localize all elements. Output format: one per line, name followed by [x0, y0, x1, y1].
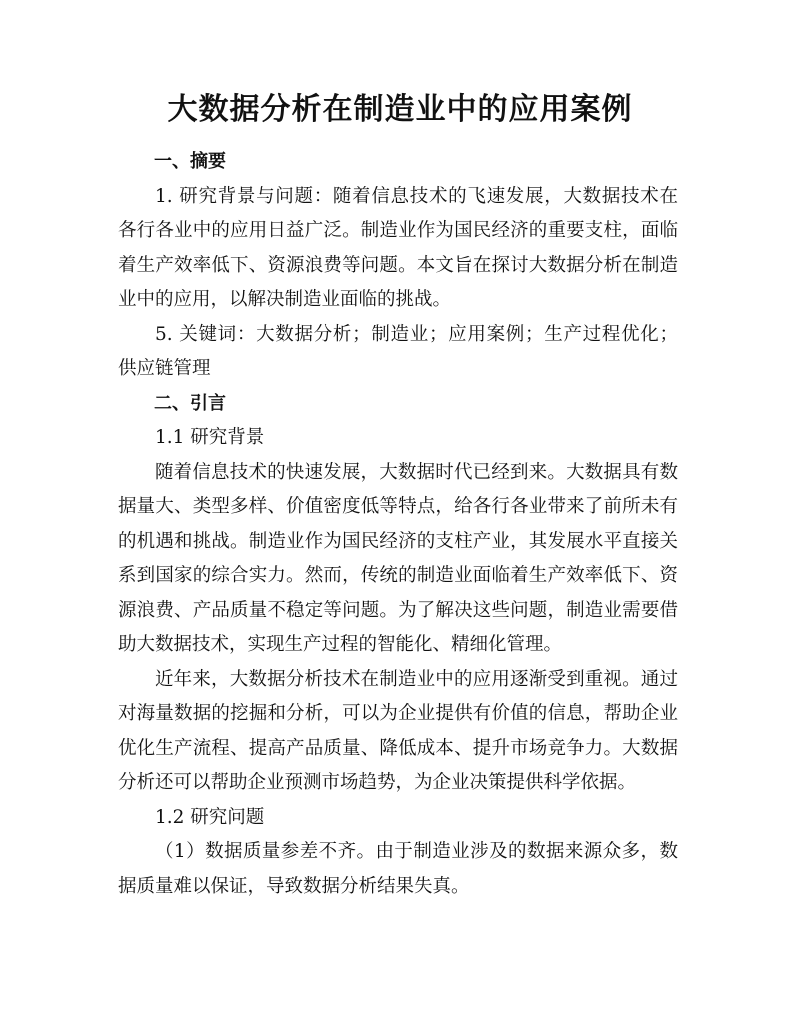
- section-heading-abstract: 一、摘要: [154, 151, 226, 172]
- document-body: [118, 145, 678, 904]
- abstract-paragraph-background: 1. 研究背景与问题：随着信息技术的飞速发展，大数据技术在各行各业中的应用日益广泛。制造业作为国民经济的重要支柱，面临着生产效率低下、资源浪费等问题。本文旨在探讨大数据分析在制造业中的应用，以解决制造业面临的挑战。: [118, 185, 678, 310]
- problem-paragraph-1: （1）数据质量参差不齐。由于制造业涉及的数据来源众多，数据质量难以保证，导致数据分析结果失真。: [118, 841, 678, 897]
- subsection-heading-background: 1.1 研究背景: [155, 427, 265, 448]
- subsection-heading-problems: 1.2 研究问题: [155, 806, 265, 828]
- introduction-paragraph-2: 近年来，大数据分析技术在制造业中的应用逐渐受到重视。通过对海量数据的挖掘和分析，可以为企业提供有价值的信息，帮助企业优化生产流程、提高产品质量、降低成本、提升市场竞争力。大数据分析还可以帮助企业预测市场趋势，为企业决策提供科学依据。: [118, 668, 678, 793]
- abstract-paragraph-keywords: 5. 关键词：大数据分析；制造业；应用案例；生产过程优化；供应链管理: [118, 323, 678, 379]
- section-heading-introduction: 二、引言: [154, 392, 226, 414]
- document-title: 大数据分析在制造业中的应用案例: [167, 92, 633, 127]
- introduction-paragraph-1: 随着信息技术的快速发展，大数据时代已经到来。大数据具有数据量大、类型多样、价值密度低等特点，给各行各业带来了前所未有的机遇和挑战。制造业作为国民经济的支柱产业，其发展水平直接关系到国家的综合实力。然而，传统的制造业面临着生产效率低下、资源浪费、产品质量不稳定等问题。为了解决这些问题，制造业需要借助大数据技术，实现生产过程的智能化、精细化管理。: [118, 461, 678, 655]
